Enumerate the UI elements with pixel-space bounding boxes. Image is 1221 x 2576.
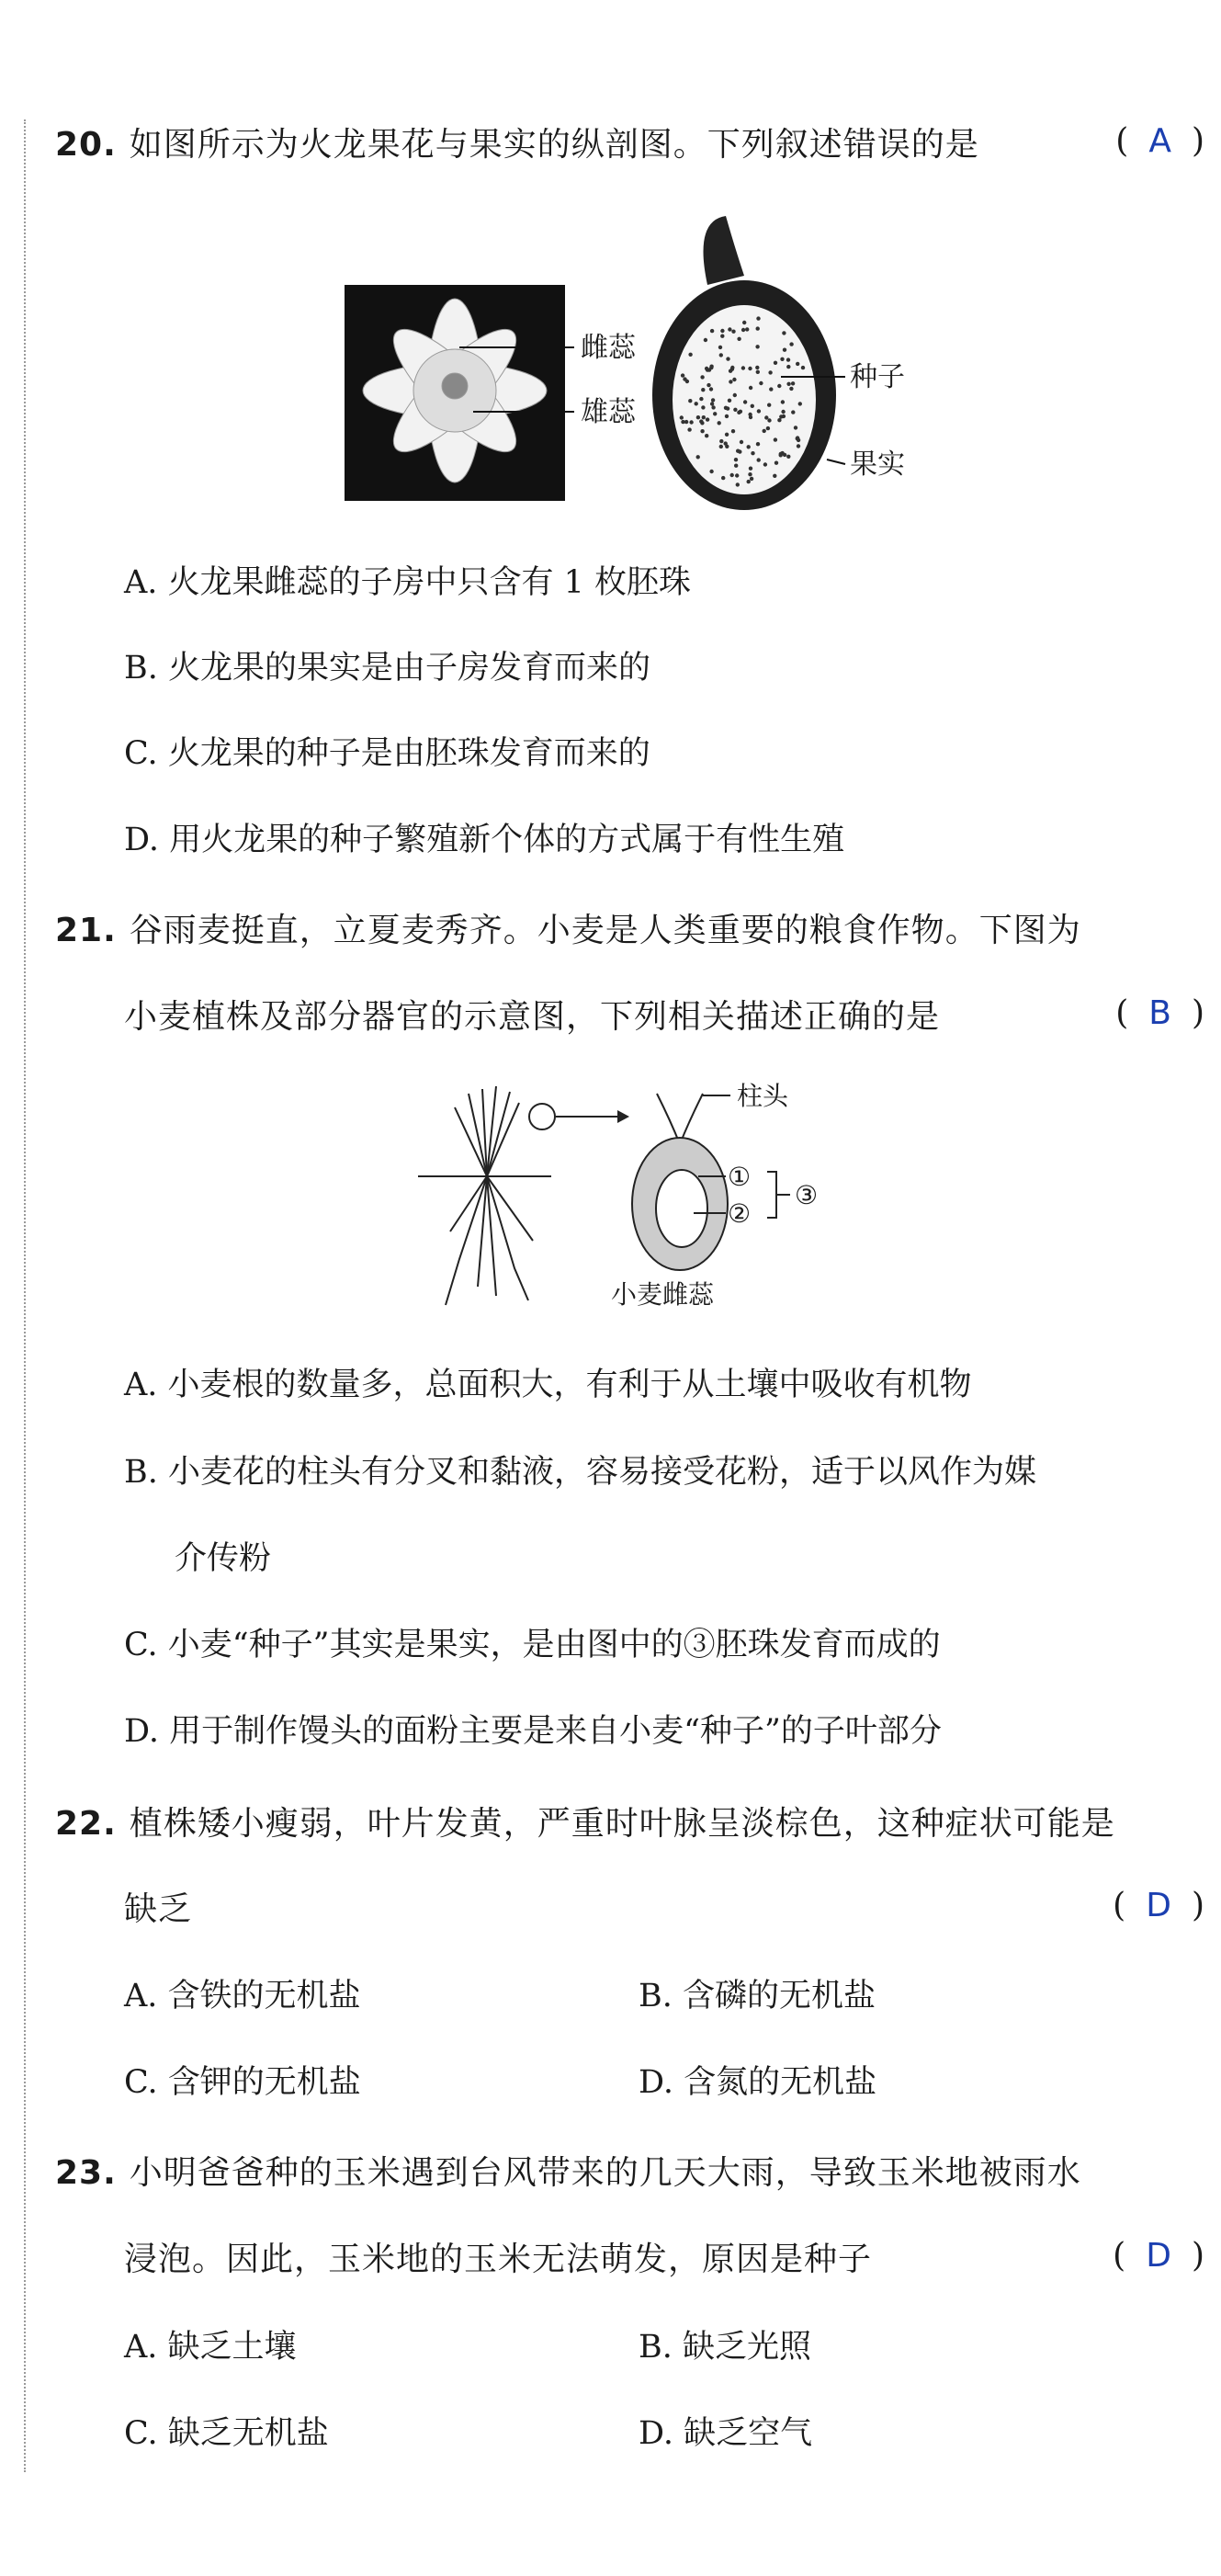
question-23-stem-line1 [55,2150,1158,2196]
label-pistil: 雌蕊 [581,332,636,364]
seed-dot [726,406,729,410]
seed-dot [683,377,686,380]
label-3: ③ [795,1180,819,1210]
option-d: D. 用火龙果的种子繁殖新个体的方式属于有性生殖 [124,822,845,858]
seed-dot [721,476,725,480]
seed-dot [719,439,723,443]
seed-dot [756,316,760,320]
answer-letter: B [1148,994,1171,1032]
wheat-figure [404,1075,882,1314]
answer-letter: D [1146,1887,1171,1924]
zoom-arrow-head [617,1110,629,1123]
option-c: C. 小麦“种子”其实是果实，是由图中的③胚珠发育而成的 [124,1627,941,1663]
seed-dot [774,437,777,441]
option-d: D. 用于制作馒头的面粉主要是来自小麦“种子”的子叶部分 [124,1713,942,1750]
answer-bracket: ( D ) [1113,1887,1204,1924]
seed-dot [681,420,684,424]
seed-dot [777,418,781,422]
seed-dot [696,415,700,419]
option-c: C. 缺乏无机盐 [124,2415,329,2452]
seed-dot [801,366,805,369]
seed-dot [707,383,710,387]
seed-dot [763,462,767,466]
question-number: 23. [55,2154,117,2192]
seed-dot [711,398,715,402]
seed-dot [781,410,785,414]
seed-dot [780,357,784,361]
seed-dot [725,414,729,418]
seed-dot [777,384,781,388]
seed-dot [700,421,704,425]
zoom-circle [529,1104,555,1129]
seed-dot [731,330,735,334]
seed-dot [705,367,708,370]
seed-dot [720,335,724,338]
seed-dot [786,455,790,459]
ovule [656,1170,707,1247]
seed-dot [731,429,735,433]
seed-dot [689,420,693,424]
option-c: C. 火龙果的种子是由胚珠发育而来的 [124,735,650,772]
seed-dot [743,400,747,403]
seed-dot [729,369,732,373]
question-text: 如图所示为火龙果花与果实的纵剖图。下列叙述错误的是 [129,126,979,164]
seed-dot [768,370,772,374]
seed-dot [735,473,739,477]
option-b: B. 含磷的无机盐 [639,1978,876,2014]
question-21-stem-line1 [55,908,1158,954]
seed-dot [791,410,795,414]
seed-dot [779,414,783,418]
seed-dot [702,415,706,419]
seed-dot [725,433,729,437]
seed-dot [791,381,795,385]
option-b: B. 缺乏光照 [639,2329,811,2366]
seed-dot [710,402,714,405]
seed-dot [737,337,741,341]
seed-dot [797,444,800,448]
seed-dot [709,470,713,473]
seed-dot [729,380,732,383]
seed-dot [733,408,737,412]
figure-caption: 小麦雌蕊 [611,1279,715,1310]
question-21-stem-line2: 小麦植株及部分器官的示意图，下列相关描述正确的是 [124,998,941,1036]
seed-dot [700,375,704,379]
seed-dot [732,378,736,381]
wheat-plant [418,1086,551,1305]
seed-dot [751,451,754,455]
option-a: A. 缺乏土壤 [124,2329,297,2366]
seed-dot [756,326,760,330]
seed-dot [718,346,722,349]
bracket [767,1172,790,1218]
seed-dot [710,329,714,333]
dragon-fruit-figure [340,211,946,515]
seed-dot [706,417,709,421]
seed-dot [730,366,734,369]
seed-dot [756,442,760,446]
seed-dot [713,412,717,415]
answer-bracket: ( D ) [1113,2237,1204,2275]
seed-dot [796,362,799,366]
seed-dot [763,429,766,433]
seed-dot [741,328,745,332]
seed-dot [709,387,713,391]
seed-dot [786,365,790,369]
seed-dot [766,426,770,430]
seed-dot [757,458,761,461]
seed-dot [755,345,759,348]
seed-dot [726,357,729,360]
option-b: B. 小麦花的柱头有分叉和黏液，容易接受花粉，适于以风作为媒 [124,1454,1036,1491]
question-number: 21. [55,912,117,949]
seed-dot [718,421,721,425]
seed-dot [701,388,705,392]
seed-dot [734,458,738,461]
seed-dot [733,393,737,397]
seed-dot [796,436,799,439]
option-d: D. 缺乏空气 [639,2415,813,2452]
seed-dot [794,426,797,429]
option-d: D. 含氮的无机盐 [639,2064,877,2101]
option-a: A. 含铁的无机盐 [124,1978,361,2014]
seed-dot [786,382,790,386]
label-1: ① [728,1162,752,1192]
seed-dot [779,452,783,456]
seed-dot [755,366,759,369]
seed-dot [748,472,752,476]
seed-dot [751,404,754,408]
seed-dot [750,477,753,481]
stigma-branches [657,1094,703,1144]
question-22-stem-line1 [55,1801,1158,1847]
seed-dot [736,482,740,486]
seed-dot [740,440,743,444]
label-stigma: 柱头 [737,1081,789,1111]
option-b: B. 火龙果的果实是由子房发育而来的 [124,650,650,687]
seed-dot [767,403,771,407]
seed-dot [734,464,738,468]
answer-bracket: ( A ) [1115,122,1204,160]
seed-dot [782,331,786,335]
question-number: 22. [55,1805,117,1843]
seed-dot [748,367,752,370]
fruit-tip [704,216,745,285]
label-seed: 种子 [850,361,905,393]
label-stamen: 雄蕊 [581,396,636,428]
seed-dot [701,405,705,409]
seed-dot [759,381,763,385]
seed-dot [688,353,692,357]
answer-letter: A [1148,122,1171,160]
label-fruit: 果实 [850,448,905,481]
answer-bracket: ( B ) [1115,994,1204,1032]
seed-dot [747,445,751,448]
seed-dot [728,399,731,403]
seed-dot [745,327,749,331]
question-text: 植株矮小瘦弱，叶片发黄，严重时叶脉呈淡棕色，这种症状可能是 [129,1805,1115,1843]
seed-dot [783,348,786,352]
option-c: C. 含钾的无机盐 [124,2064,361,2101]
seed-dot [695,402,698,405]
seed-dot [736,449,740,453]
seed-dot [728,327,731,331]
binding-margin-line [24,119,26,2472]
question-number: 20. [55,126,117,164]
question-text: 小明爸爸种的玉米遇到台风带来的几天大雨，导致玉米地被雨水 [129,2154,1081,2192]
seed-dot [789,342,793,346]
seed-dot [786,357,790,361]
seed-dot [704,338,707,342]
seed-dot [781,400,785,403]
seed-dot [769,387,773,391]
seed-dot [719,353,723,357]
seed-dot [730,473,734,477]
seed-dot [749,386,752,390]
seed-dot [742,321,746,324]
seed-dot [687,427,691,431]
seed-dot [680,415,684,419]
question-text: 谷雨麦挺直，立夏麦秀齐。小麦是人类重要的粮食作物。下图为 [129,912,1081,949]
seed-dot [774,361,777,365]
seed-dot [719,445,723,448]
seed-dot [764,415,768,419]
seed-dot [711,405,715,409]
seed-dot [737,411,741,414]
seed-dot [767,418,771,422]
seed-dot [699,397,703,401]
seed-dot [756,370,760,374]
seed-dot [789,387,793,391]
seed-dot [688,399,692,403]
seed-dot [774,461,778,465]
seed-dot [741,366,745,369]
answer-letter: D [1146,2237,1171,2275]
seed-dot [696,455,700,459]
seed-dot [720,329,724,333]
label-2: ② [728,1198,752,1229]
question-22-stem-line2: 缺乏 [124,1890,193,1928]
seed-dot [681,373,684,377]
question-20-stem [55,122,1158,168]
seed-dot [773,474,776,478]
question-23-stem-line2: 浸泡。因此，玉米地的玉米无法萌发，原因是种子 [124,2241,873,2278]
option-a: A. 火龙果雌蕊的子房中只含有 1 枚胚珠 [124,564,692,601]
seed-dot [705,434,708,437]
seed-dot [700,429,704,433]
fruit-flesh [673,305,816,494]
seed-dot [757,409,761,413]
seed-dot [748,413,752,416]
fruit-pointer [827,460,845,464]
seed-dot [798,402,802,405]
option-b-continued: 介传粉 [175,1540,272,1577]
seed-dot [724,441,728,445]
seed-dot [709,366,713,369]
seed-dot [747,480,751,483]
seed-dot [749,467,752,471]
option-a: A. 小麦根的数量多，总面积大，有利于从土壤中吸收有机物 [124,1367,972,1403]
